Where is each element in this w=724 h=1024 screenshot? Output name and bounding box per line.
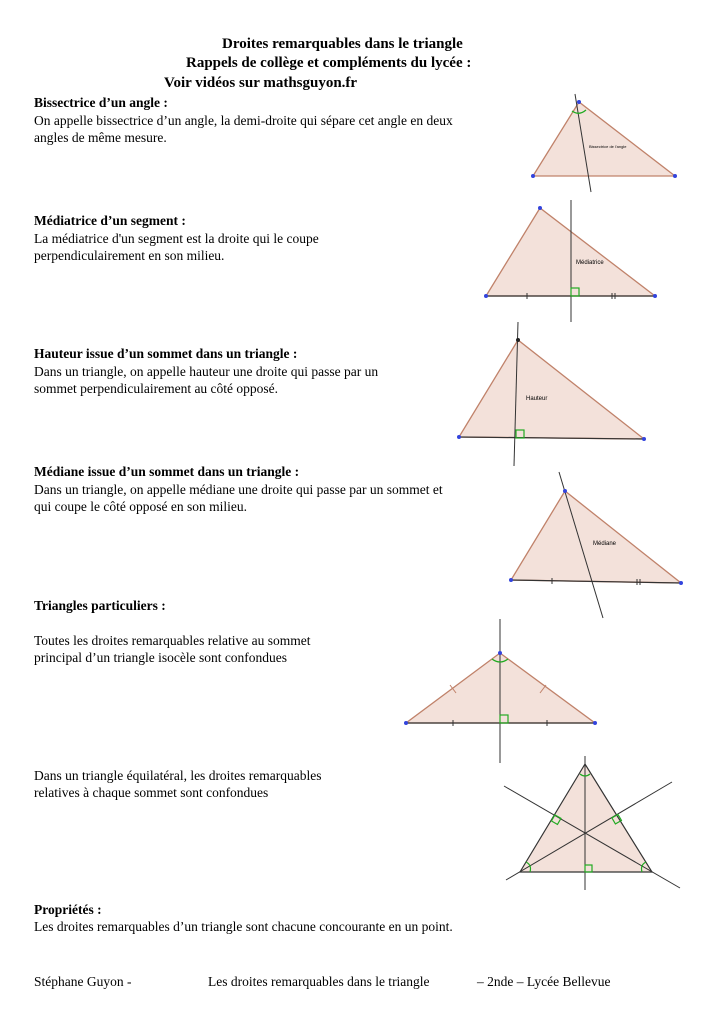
hauteur-triangle [459, 340, 644, 439]
mediane-figure-label: Médiane [593, 541, 617, 547]
bissectrice-figure [525, 92, 685, 194]
particuliers-heading: Triangles particuliers : [34, 598, 166, 613]
mediatrice-vertex-a [538, 206, 542, 210]
hauteur-figure-label: Hauteur [526, 396, 548, 402]
equilateral-triangle [520, 764, 652, 872]
bissectrice-vertex-b [531, 174, 535, 178]
equilateral-figure [500, 752, 685, 892]
footer-author: Stéphane Guyon - [34, 974, 132, 989]
isocele-figure [400, 615, 605, 767]
mediane-text-2: qui coupe le côté opposé en son milieu. [34, 499, 247, 514]
isocele-text-1: Toutes les droites remarquables relative au sommet [34, 633, 311, 648]
hauteur-vertex-c [642, 437, 646, 441]
bissectrice-text-1: On appelle bissectrice d’un angle, la demi-droite qui sépare cet angle en deux [34, 113, 453, 128]
mediane-vertex-a [563, 489, 567, 493]
hauteur-heading: Hauteur issue d’un sommet dans un triangle : [34, 346, 298, 361]
mediane-text-1: Dans un triangle, on appelle médiane une droite qui passe par un sommet et [34, 482, 443, 497]
mediane-vertex-b [509, 578, 513, 582]
mediane-vertex-c [679, 581, 683, 585]
bissectrice-figure-label: Bissectrice de l'angle [589, 144, 627, 149]
mediatrice-figure-label: Médiatrice [576, 260, 604, 266]
proprietes-heading: Propriétés : [34, 902, 102, 917]
hauteur-text-1: Dans un triangle, on appelle hauteur une droite qui passe par un [34, 364, 379, 379]
mediane-figure [505, 470, 690, 620]
bissectrice-text-2: angles de même mesure. [34, 130, 167, 145]
mediatrice-text-1: La médiatrice d'un segment est la droite qui le coupe [34, 231, 319, 246]
proprietes-text: Les droites remarquables d’un triangle sont chacune concourante en un point. [34, 919, 453, 934]
isocele-vertex-right [593, 721, 597, 725]
bissectrice-vertex-a [577, 100, 581, 104]
mediatrice-figure [480, 198, 662, 326]
isocele-vertex-apex [498, 651, 502, 655]
hauteur-figure [452, 320, 652, 468]
page-title-line3: Voir vidéos sur mathsguyon.fr [164, 75, 358, 91]
hauteur-text-2: sommet perpendiculairement au côté opposé. [34, 381, 279, 396]
mediatrice-text-2: perpendiculairement en son milieu. [34, 248, 225, 263]
hauteur-vertex-a [516, 338, 520, 342]
equilateral-text-1: Dans un triangle équilatéral, les droites remarquables [34, 768, 322, 783]
mediatrice-heading: Médiatrice d’un segment : [34, 213, 186, 228]
page-title-line1: Droites remarquables dans le triangle [222, 36, 463, 52]
bissectrice-triangle [533, 102, 675, 176]
isocele-vertex-left [404, 721, 408, 725]
hauteur-vertex-b [457, 435, 461, 439]
footer-level: – 2nde – Lycée Bellevue [477, 974, 611, 989]
mediane-triangle [511, 491, 681, 583]
mediane-heading: Médiane issue d’un sommet dans un triangle : [34, 464, 300, 479]
isocele-text-2: principal d’un triangle isocèle sont confondues [34, 650, 288, 665]
mediatrice-vertex-b [484, 294, 488, 298]
bissectrice-heading: Bissectrice d’un angle : [34, 95, 168, 110]
mediatrice-vertex-c [653, 294, 657, 298]
page-title-line2: Rappels de collège et compléments du lycée : [186, 55, 472, 71]
footer-course: Les droites remarquables dans le triangle [208, 974, 430, 989]
bissectrice-vertex-c [673, 174, 677, 178]
equilateral-text-2: relatives à chaque sommet sont confondues [34, 785, 269, 800]
